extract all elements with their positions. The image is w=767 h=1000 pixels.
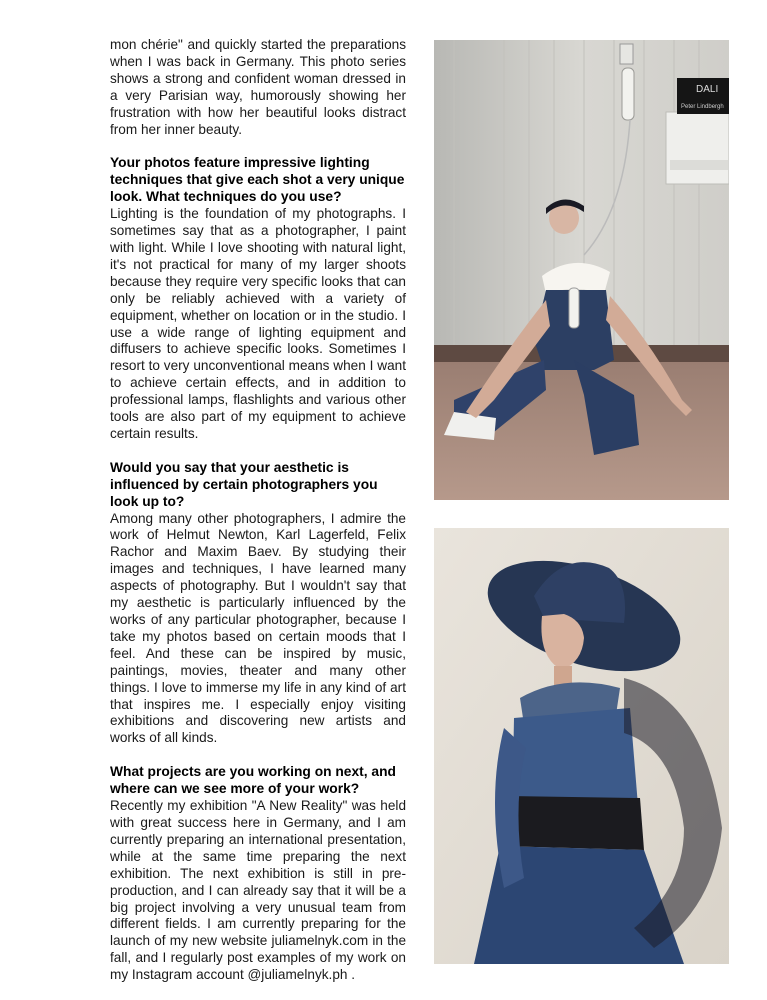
intro-paragraph: mon chérie" and quickly started the preparations when I was back in Germany. This photo series shows a strong and confident woman dressed in a very Parisian way, humorously showing her frustration with how her beautiful looks distract from her inner beauty. — [110, 37, 406, 137]
answer-influences: Among many other photographers, I admire the work of Helmut Newton, Karl Lagerfeld, Felix Rachor and Maxim Baev. By studying their images and techniques, I have learned many aspects of photography. But I wouldn't say that my aesthetic is particularly influenced by the works of any particular photographer, because I take my photos based on certain moods that I feel. And these can be inspired by music, paintings, movies, theater and many other things. I love to immerse my life in any kind of art that inspires me. I especially enjoy visiting exhibitions and discovering new artists and works of all kinds. — [110, 510, 406, 746]
photo-woman-with-telephone — [434, 40, 729, 500]
question-next-projects: What projects are you working on next, and where can we see more of your work? — [110, 764, 396, 797]
book-title-dali: DALI — [696, 84, 719, 95]
answer-next-projects: Recently my exhibition "A New Reality" was held with great success here in Germany, and I am currently preparing an international presentation, while at the same time preparing the next exhibition. The next exhibition is still in pre-production, and I can already say that it will be a big project involving a very unusual team from different fields. I am currently preparing for the launch of my new website juliamelnyk.com in the fall, and I regularly post examples of my work on my Instagram account @juliamelnyk.ph . — [110, 798, 406, 983]
book-author: Peter Lindbergh — [681, 104, 724, 110]
photo-woman-in-blue-hat — [434, 528, 729, 964]
article-text-column — [110, 37, 406, 984]
question-lighting: Your photos feature impressive lighting techniques that give each shot a very unique look. What techniques do you use? — [110, 155, 405, 205]
question-influences: Would you say that your aesthetic is influenced by certain photographers you look up to? — [110, 459, 378, 509]
answer-lighting: Lighting is the foundation of my photographs. I sometimes say that as a photographer, I paint with light. While I love shooting with natural light, it's not practical for many of my larger shoots because they require very specific looks that can only be reliably achieved with a variety of equipment, whether on location or in the studio. I use a wide range of lighting equipment and diffusers to achieve specific looks. Sometimes I resort to very unconventional means when I want to achieve certain effects, and in addition to professional lamps, flashlights and various other tools are also part of my equipment to achieve certain results. — [110, 206, 406, 441]
